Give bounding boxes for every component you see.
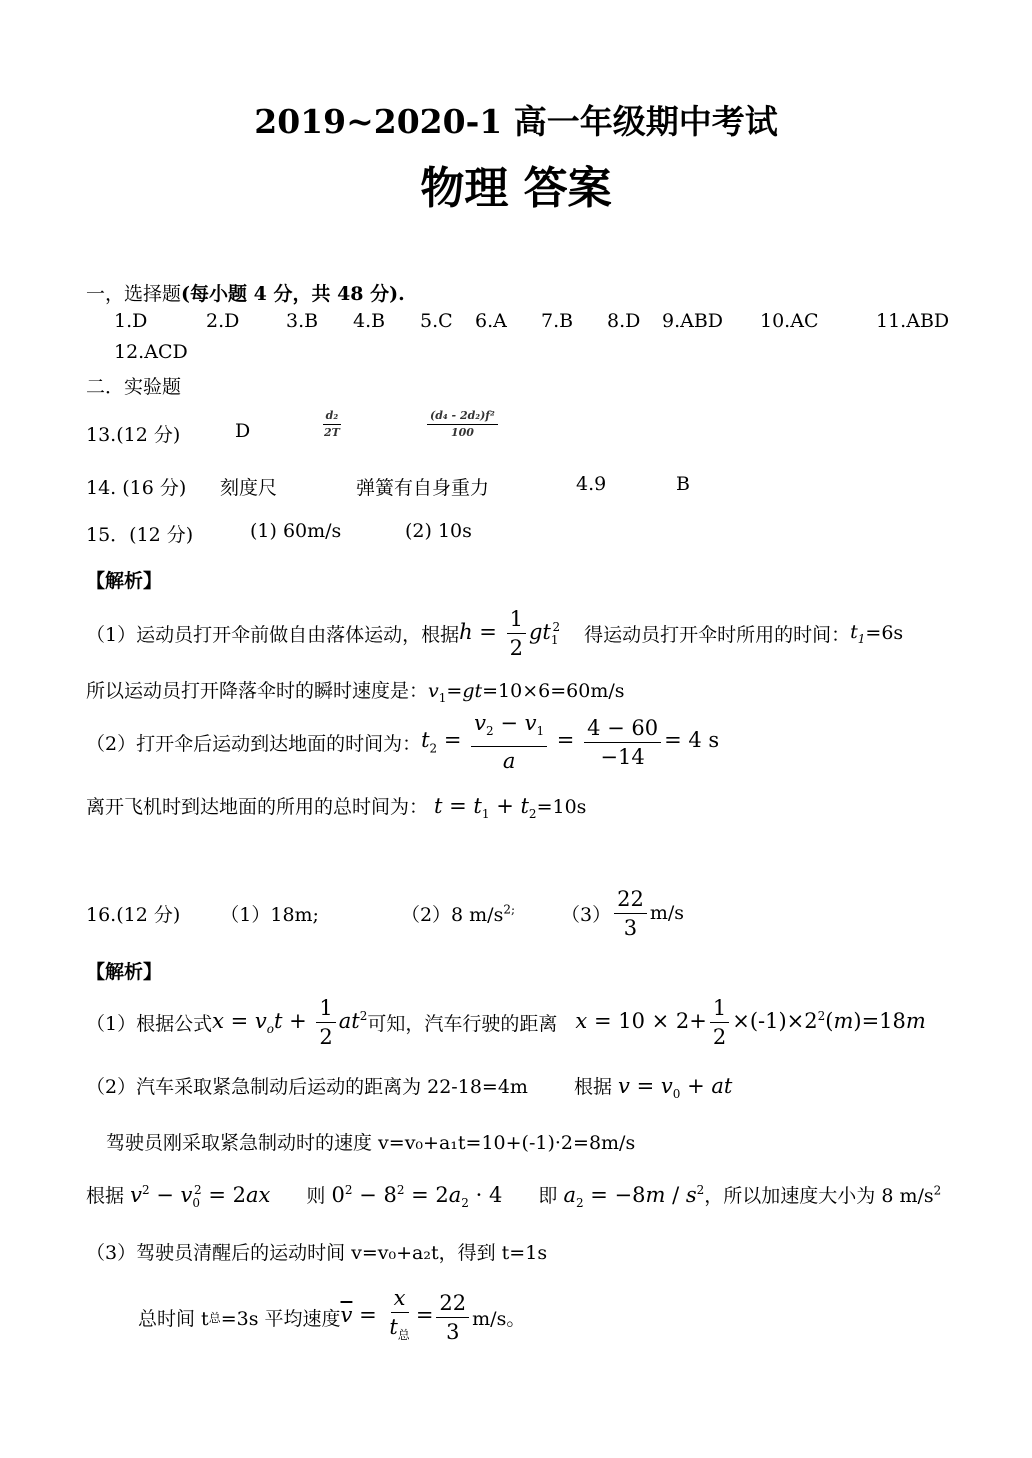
q15-l4-text: 离开飞机时到达地面的所用的总时间为：: [86, 796, 429, 818]
answer-9: 9.ABD: [662, 310, 724, 332]
q16-l1-text: （1）根据公式: [86, 1012, 213, 1035]
q16-line-6: [138, 1284, 525, 1350]
q15-formula-t: $t = t_1 + t_2$: [434, 794, 537, 822]
answer-10: 10.AC: [760, 310, 819, 332]
q16-answer-3-unit: m/s: [649, 902, 685, 924]
q15-line-1: [86, 603, 903, 663]
q16-l4-mid: 则: [306, 1185, 326, 1207]
q15-line-2: 所以运动员打开降落伞时的瞬时速度是：$v_1=gt=10\times 6=60m/s$: [86, 680, 625, 705]
q15-label: 15．(12 分): [86, 524, 194, 546]
q15-t1-value: =6s: [865, 622, 904, 644]
q13-f2-denominator: 100: [450, 426, 474, 439]
q15-v1-symbol: v: [428, 680, 439, 702]
q16-label: 16.(12 分): [86, 903, 181, 926]
q16-answer-3-fraction: [614, 886, 647, 941]
q15-formula-h: h = $\frac{1}{2}$ $gt_1^2$: [459, 606, 561, 660]
q16-calc-1: = 10 × 2+: [593, 1008, 707, 1033]
q16-calc-2: ×(-1)×2: [732, 1008, 818, 1033]
q14-answer-3: 4.9: [576, 473, 607, 495]
q13-formula-1: [318, 409, 346, 440]
q16-l6-den: 3: [446, 1319, 460, 1344]
section1-heading-text: 一，选择题: [86, 283, 182, 305]
q16-line-2: [86, 1072, 732, 1101]
q16-formula-vbar: $\overline{v}$ = $\frac{x}{t_总}$ = $\frac{22}{3}$: [341, 1285, 473, 1348]
q16-l6-text: 总时间 t: [138, 1307, 209, 1330]
q16-l6-sub: 总: [208, 1310, 221, 1325]
q16-formula-a2: $a_2 = -8m / s^2$: [563, 1183, 705, 1211]
choice-answers-row: [0, 310, 1032, 336]
section1-heading: [86, 279, 405, 306]
q16-l6-post: m/s。: [472, 1307, 526, 1330]
q14-label: 14. (16 分): [86, 477, 187, 499]
q13-label: 13.(12 分): [86, 424, 181, 446]
answer-1: 1.D: [114, 310, 148, 332]
q16-l1-mid: 可知，汽车行驶的距离: [367, 1012, 558, 1035]
q16-line-4: 根据 $v^2 - v_0^2 = 2ax$ 则 $0^2 - 8^2 = 2a_2 \cdot 4$ 即 $a_2 = -8m / s^2$，所以加速度大小为 8 $m/s^2$: [86, 1183, 942, 1211]
q15-l1-post: 得运动员打开伞时所用的时间：: [584, 623, 851, 646]
q15-l1-text: （1）运动员打开伞前做自由落体运动，根据: [86, 623, 460, 646]
section2-heading: 二．实验题: [86, 376, 182, 398]
q13-answer: D: [235, 420, 251, 442]
q16-calc-4: )=18: [853, 1008, 906, 1033]
q15-l3-text: （2）打开伞后运动到达地面的时间为：: [86, 732, 422, 755]
answer-11: 11.ABD: [876, 310, 950, 332]
q16-formula-v: $v = v_0$ + at: [618, 1074, 733, 1102]
q16-formula-x-calc: x = 10 × 2+ $\frac{1}{2}$ $\times(-1)\times 2^2(m)=18m$: [575, 995, 926, 1049]
answer-2: 2.D: [206, 310, 240, 332]
section1-heading-bold: (每小题 4 分，共 48 分).: [181, 283, 405, 305]
q15-line-3: [86, 712, 719, 772]
q15-l3-den: −14: [600, 744, 645, 769]
q16-header: [86, 883, 684, 943]
q14-answer-2: 弹簧有自身重力: [356, 477, 490, 499]
answer-5: 5.C: [420, 310, 453, 332]
q15-jiexi: 【解析】: [86, 570, 163, 592]
q16-l6-mid: =3s 平均速度: [220, 1307, 341, 1330]
q16-answer-3-prefix: （3）: [561, 903, 612, 926]
q16-l4-post: ，所以加速度大小为 8 m/s: [704, 1185, 934, 1207]
q15-line-4: [86, 792, 586, 821]
q16-formula-v2: $v^2 - v_0^2 = 2ax$: [130, 1183, 271, 1211]
answer-4: 4.B: [353, 310, 386, 332]
page-subtitle: 物理 答案: [420, 163, 612, 214]
q15-formula-t2: $t_2$ = $\frac{v_2 - v_1}{a}$ = $\frac{4 - 60}{-14}$ = 4 s: [421, 711, 720, 773]
answer-7: 7.B: [541, 310, 574, 332]
q16-calc-3: (: [825, 1008, 834, 1033]
q16-formula-calc: $0^2 - 8^2 = 2a_2 \cdot 4$: [331, 1183, 503, 1211]
q15-l3-num: 4 − 60: [584, 715, 661, 743]
q16-l2-mid: 根据: [573, 1076, 612, 1098]
q16-l6-num: 22: [436, 1290, 469, 1318]
q16-l2-text: （2）汽车采取紧急制动后运动的距离为 22-18=4m: [86, 1076, 528, 1098]
q16-line-1: [86, 992, 926, 1052]
q15-answer-2: (2) 10s: [405, 520, 472, 542]
answer-12: 12.ACD: [114, 341, 188, 363]
q16-line-5: （3）驾驶员清醒后的运动时间 v=v₀+a₂t，得到 t=1s: [86, 1242, 548, 1264]
q15-l4-result: =10s: [536, 796, 587, 818]
q16-a3-den: 3: [623, 915, 638, 940]
q15-answer-1: (1) 60m/s: [250, 520, 342, 542]
q15-t1-symbol: $t_1$: [850, 620, 866, 646]
q16-answer-1: （1）18m;: [220, 903, 319, 926]
q16-answer-2: （2）8 $m/s^{2;}$: [400, 902, 516, 926]
answer-6: 6.A: [475, 310, 507, 332]
q16-answer-2-text: （2）8 m/s: [400, 903, 504, 926]
q13-f1-numerator: d₂: [323, 409, 342, 425]
q13-f2-numerator: (d₄ - 2d₂)f²: [427, 409, 498, 425]
q13-f1-denominator: 2T: [324, 426, 340, 439]
q15-l2-expr: =10×6=60m/s: [482, 680, 625, 702]
q14-answer-1: 刻度尺: [220, 477, 278, 499]
q14-answer-4: B: [676, 473, 690, 495]
page-title: 2019~2020-1 高一年级期中考试: [254, 102, 778, 141]
q13-formula-2: [424, 409, 501, 440]
q16-formula-x: $x = v_ot$ + $\frac{1}{2}$ $at^2$: [212, 995, 368, 1049]
q16-l4-mid2: 即: [538, 1185, 558, 1207]
q16-l4-text: 根据: [86, 1185, 125, 1207]
q16-line-3: 驾驶员刚采取紧急制动时的速度 v=v₀+a₁t=10+(-1)·2=8m/s: [106, 1132, 636, 1154]
q15-l3-result: = 4 s: [664, 728, 720, 753]
q16-a3-num: 22: [614, 886, 647, 914]
answer-3: 3.B: [286, 310, 319, 332]
q16-jiexi: 【解析】: [86, 961, 163, 983]
q15-l2-text: 所以运动员打开降落伞时的瞬时速度是：: [86, 680, 429, 702]
answer-8: 8.D: [607, 310, 641, 332]
